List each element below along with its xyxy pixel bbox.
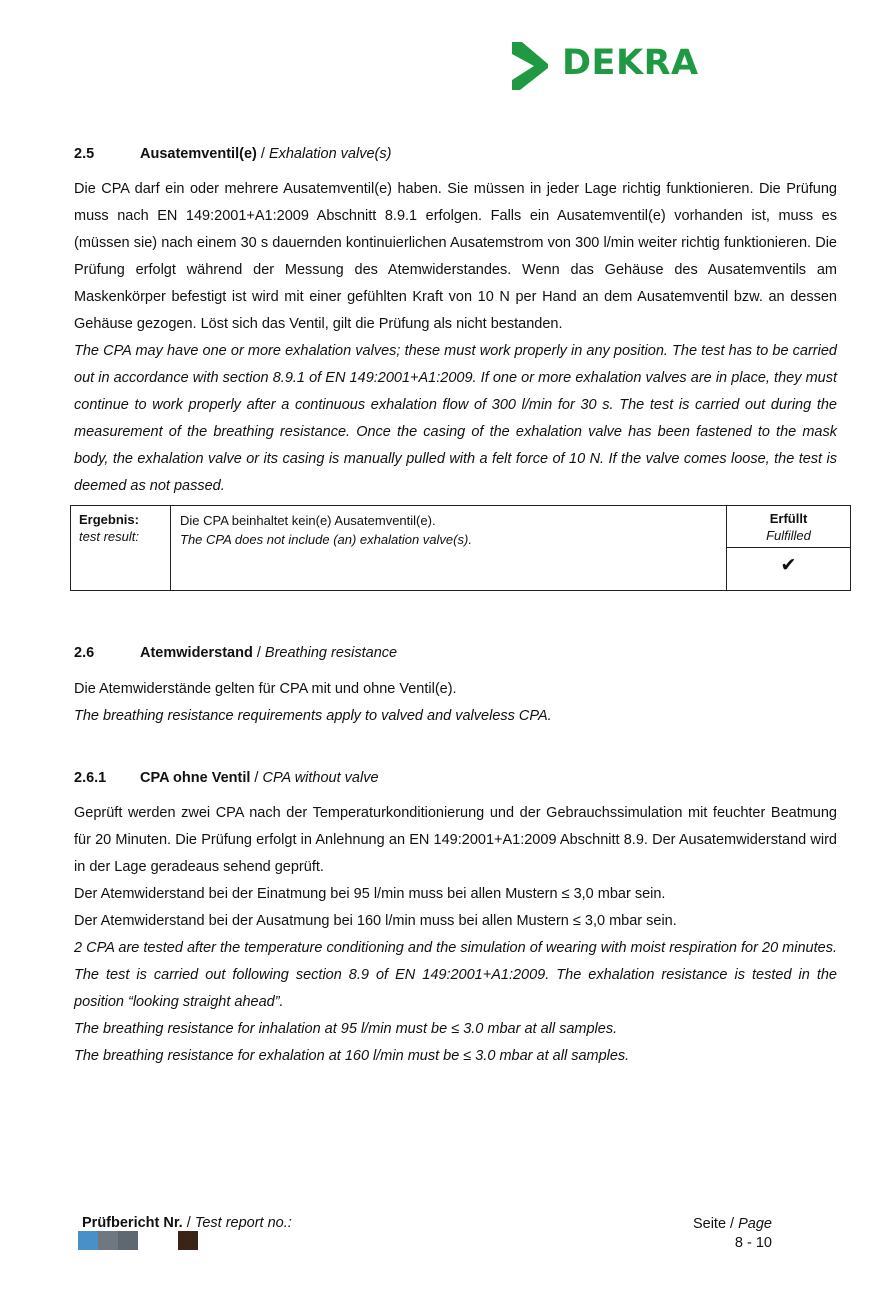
result-text-de: Die CPA beinhaltet kein(e) Ausatemventil(e). [180,513,436,528]
dekra-arrow-icon [508,40,554,92]
result-label-de: Ergebnis: [79,512,139,527]
status-de: Erfüllt [769,511,808,526]
section-title: Ausatemventil(e) / Exhalation valve(s) [140,146,392,162]
section-number: 2.6 [74,645,95,661]
section-2-6-1-body-de-3: Der Atemwiderstand bei der Ausatmung bei 160 l/min muss bei allen Mustern ≤ 3,0 mbar sein. [74,913,677,929]
footer-color-swatch [98,1231,118,1250]
result-label-cell [71,506,171,590]
section-2-5-body-de: Die CPA darf ein oder mehrere Ausatemventil(e) haben. Sie müssen in jeder Lage richtig funktionieren. Die Prüfung muss nach EN 149:2001+A1:2009 Abschnitt 8.9.1 erfolgen. Falls ein Ausatemventil(e) vorhanden ist, muss es (müssen sie) nach einem 30 s dauernden kontinuierlichen Ausatemstrom von 300 l/min weiter richtig funktionieren. Die Prüfung erfolgt während der Messung des Atemwiderstandes. Wenn das Gehäuse des Ausatemventils am Maskenkörper befestigt ist wird mit einer gefühlten Kraft von 10 N per Hand an dem Ausatemventil bzw. an dessen Gehäuse gezogen. Löst sich das Ventil, gilt die Prüfung als nicht bestanden. [74,181,837,332]
footer-page-label: Seite / Page [692,1216,772,1232]
footer-report-number: Prüfbericht Nr. / Test report no.: [82,1215,292,1231]
logo-text: DEKRA [562,43,699,83]
check-icon: ✔ [780,554,797,576]
section-2-6-1-body-de-2: Der Atemwiderstand bei der Einatmung bei 95 l/min muss bei allen Mustern ≤ 3,0 mbar sein. [74,886,666,902]
footer-page-number: 8 - 10 [734,1235,772,1251]
result-label-en: test result: [79,529,139,544]
result-status-cell [727,506,850,590]
section-2-5-body-en: The CPA may have one or more exhalation valves; these must work properly in any position. The test has to be carried out in accordance with section 8.9.1 of EN 149:2001+A1:2009. If one or more exhalation valves are in place, they must continue to work properly after a continuous exhalation flow of 300 l/min for 30 s. The test is carried out during the measurement of the breathing resistance. Once the casing of the exhalation valve has been fastened to the mask body, the exhalation valve or its casing is manually pulled with a felt force of 10 N. If the valve comes loose, the test is deemed as not passed. [74,343,837,494]
footer-color-swatch [118,1231,138,1250]
footer-color-swatch [78,1231,98,1250]
section-2-6-1-body-en-1: 2 CPA are tested after the temperature conditioning and the simulation of wearing with moist respiration for 20 minutes. The test is carried out following section 8.9 of EN 149:2001+A1:2009. The exhalation resistance is tested in the position “looking straight ahead”. [74,940,837,1010]
section-2-6-1-body-en-3: The breathing resistance for exhalation at 160 l/min must be ≤ 3.0 mbar at all samples. [74,1048,630,1064]
section-2-6-body-de: Die Atemwiderstände gelten für CPA mit und ohne Ventil(e). [74,681,457,697]
footer-color-swatch [178,1231,198,1250]
section-title: Atemwiderstand / Breathing resistance [140,645,398,661]
dekra-logo [508,40,699,92]
result-text-cell [171,506,727,590]
result-text-en: The CPA does not include (an) exhalation valve(s). [180,532,472,547]
footer-page-info [640,1215,772,1253]
result-status-header [727,506,850,548]
section-title: CPA ohne Ventil / CPA without valve [140,770,379,786]
section-2-6-body-en: The breathing resistance requirements apply to valved and valveless CPA. [74,708,552,724]
section-2-6-1-body-de-1: Geprüft werden zwei CPA nach der Temperaturkonditionierung und der Gebrauchssimulation mit feuchter Beatmung für 20 Minuten. Die Prüfung erfolgt in Anlehnung an EN 149:2001+A1:2009 Abschnitt 8.9. Der Ausatemwiderstand wird in der Lage geradeaus sehend geprüft. [74,805,837,875]
result-table [70,505,851,591]
section-number: 2.5 [74,146,95,162]
section-2-6-1-body-en-2: The breathing resistance for inhalation at 95 l/min must be ≤ 3.0 mbar at all samples. [74,1021,618,1037]
status-en: Fulfilled [766,528,811,543]
section-number: 2.6.1 [74,770,107,786]
